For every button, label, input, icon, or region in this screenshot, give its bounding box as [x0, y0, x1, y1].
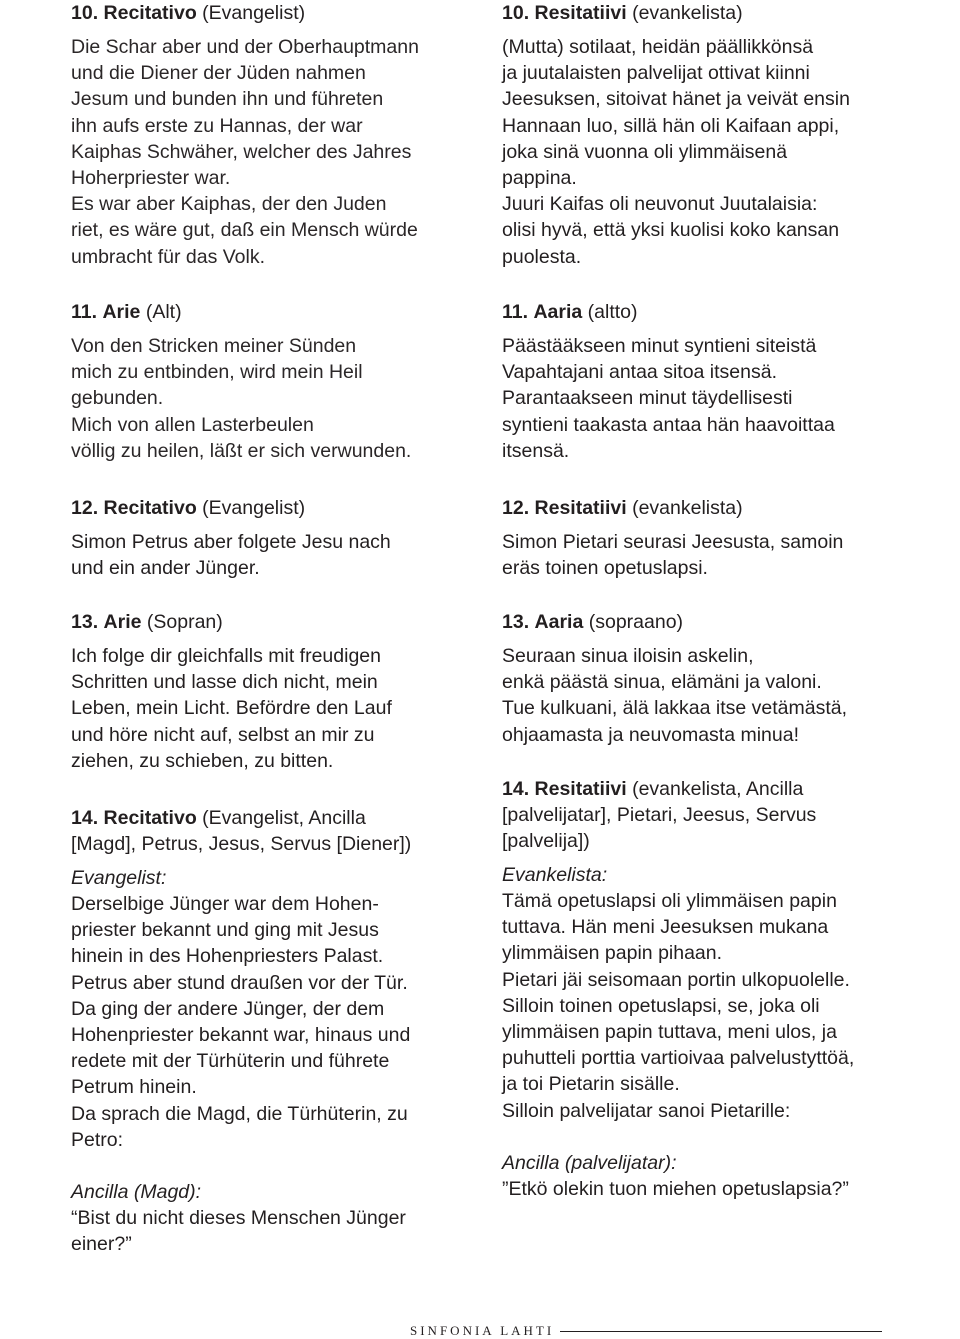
section-heading — [502, 299, 922, 325]
section-10-de — [71, 0, 471, 270]
section-number: 14. — [502, 778, 530, 800]
section-13-de — [71, 609, 471, 774]
section-heading — [71, 609, 471, 635]
section-voice: (Evangelist, Ancilla [Magd], Petrus, Jesus, Servus [Diener]) — [71, 807, 412, 855]
section-title: Recitativo — [103, 807, 197, 829]
section-heading — [502, 776, 922, 854]
footer-brand: SINFONIA LAHTI — [404, 1323, 560, 1339]
section-heading — [71, 299, 471, 325]
section-voice: (evankelista) — [632, 497, 743, 519]
section-title: Recitativo — [103, 2, 197, 24]
section-13-fi — [502, 609, 922, 748]
section-heading — [502, 0, 922, 26]
section-voice: (altto) — [587, 301, 638, 323]
section-number: 14. — [71, 807, 99, 829]
section-number: 13. — [502, 611, 530, 633]
section-text: Die Schar aber und der Oberhauptmann und die Diener der Jüden nahmen Jesum und bunden ihn und führeten ihn aufs erste zu Hannas, der war Kaiphas Schwäher, welcher des Jahres Hoherpriester war. Es war aber Kaiphas, der den Juden riet, es wäre gut, daß ein Mensch würde umbracht für das Volk. — [71, 36, 419, 268]
section-heading — [71, 805, 471, 857]
section-text: Von den Stricken meiner Sünden mich zu entbinden, wird mein Heil gebunden. Mich von allen Lasterbeulen völlig zu heilen, läßt er sich verwunden. — [71, 335, 412, 462]
section-text: Simon Pietari seurasi Jeesusta, samoin eräs toinen opetuslapsi. — [502, 531, 844, 580]
page-footer — [0, 1313, 960, 1337]
section-number: 11. — [502, 301, 529, 323]
section-number: 10. — [502, 2, 530, 24]
section-number: 12. — [502, 497, 530, 519]
section-voice: (sopraano) — [588, 611, 684, 633]
section-voice: (evankelista) — [632, 2, 743, 24]
section-text: Päästääkseen minut syntieni siteistä Vapahtajani antaa sitoa itsensä. Parantaakseen minut täydellisesti syntieni taakasta antaa hän haavoittaa itsensä. — [502, 335, 835, 462]
section-voice: (Evangelist) — [202, 497, 306, 519]
section-voice: (Alt) — [145, 301, 182, 323]
section-14-fi — [502, 776, 922, 1202]
section-text: Tämä opetuslapsi oli ylimmäisen papin tuttava. Hän meni Jeesuksen mukana ylimmäisen papin pihaan. Pietari jäi seisomaan portin ulkopuolelle. Silloin toinen opetuslapsi, se, joka oli ylimmäisen papin tuttava, meni ulos, ja puhutteli porttia vartioivaa palvelustyttöä, ja toi Pietarin sisälle. Silloin palvelijatar sanoi Pietarille: — [502, 890, 855, 1122]
section-text: Simon Petrus aber folgete Jesu nach und ein ander Jünger. — [71, 531, 391, 580]
section-11-de — [71, 299, 471, 464]
section-11-fi — [502, 299, 922, 464]
section-number: 13. — [71, 611, 99, 633]
section-heading — [71, 495, 471, 521]
section-title: Recitativo — [103, 497, 197, 519]
section-number: 12. — [71, 497, 99, 519]
section-heading — [502, 609, 922, 635]
speaker-label: Evangelist: — [71, 867, 167, 889]
section-title: Resitatiivi — [534, 778, 627, 800]
section-title: Aaria — [533, 301, 583, 323]
section-text: Derselbige Jünger war dem Hohen- priester bekannt und ging mit Jesus hinein in des Hohenpriesters Palast. Petrus aber stund draußen vor der Tür. Da ging der andere Jünger, der dem Hohenpriester bekannt war, hinaus und redete mit der Türhüterin und führete Petrum hinein. Da sprach die Magd, die Türhüterin, zu Petro: — [71, 893, 411, 1151]
speaker-label: Ancilla (palvelijatar): — [502, 1151, 677, 1174]
section-heading — [502, 495, 922, 521]
section-text: (Mutta) sotilaat, heidän päällikkönsä ja juutalaisten palvelijat ottivat kiinni Jeesuksen, sitoivat hänet ja veivät ensin Hannaan luo, sillä hän oli Kaifaan appi, joka sinä vuonna oli ylimmäisenä pappina. Juuri Kaifas oli neuvonut Juutalaisia: olisi hyvä, että yksi kuolisi koko kansan puolesta. — [502, 36, 850, 268]
section-12-fi — [502, 495, 922, 581]
section-title: Resitatiivi — [534, 2, 627, 24]
section-12-de — [71, 495, 471, 581]
section-text: ”Etkö olekin tuon miehen opetuslapsia?” — [502, 1177, 849, 1200]
section-14-de — [71, 805, 471, 1257]
speaker-label: Evankelista: — [502, 864, 608, 886]
section-10-fi — [502, 0, 922, 270]
section-number: 11. — [71, 301, 98, 323]
section-voice: (Sopran) — [146, 611, 223, 633]
section-title: Arie — [102, 301, 141, 323]
section-voice: (evankelista, Ancilla [palvelijatar], Pietari, Jeesus, Servus [palvelija]) — [502, 778, 817, 852]
section-title: Resitatiivi — [534, 497, 627, 519]
section-voice: (Evangelist) — [202, 2, 306, 24]
section-heading — [71, 0, 471, 26]
section-text: Seuraan sinua iloisin askelin, enkä päästä sinua, elämäni ja valoni. Tue kulkuani, älä lakkaa itse vetämästä, ohjaamasta ja neuvomasta minua! — [502, 645, 848, 746]
section-text: “Bist du nicht dieses Menschen Jünger einer?” — [71, 1207, 406, 1256]
section-text: Ich folge dir gleichfalls mit freudigen Schritten und lasse dich nicht, mein Leben, mein Licht. Befördre den Lauf und höre nicht auf, selbst an mir zu ziehen, zu schieben, zu bitten. — [71, 645, 392, 772]
section-title: Arie — [103, 611, 142, 633]
section-number: 10. — [71, 2, 99, 24]
speaker-label: Ancilla (Magd): — [71, 1181, 202, 1204]
section-title: Aaria — [534, 611, 584, 633]
